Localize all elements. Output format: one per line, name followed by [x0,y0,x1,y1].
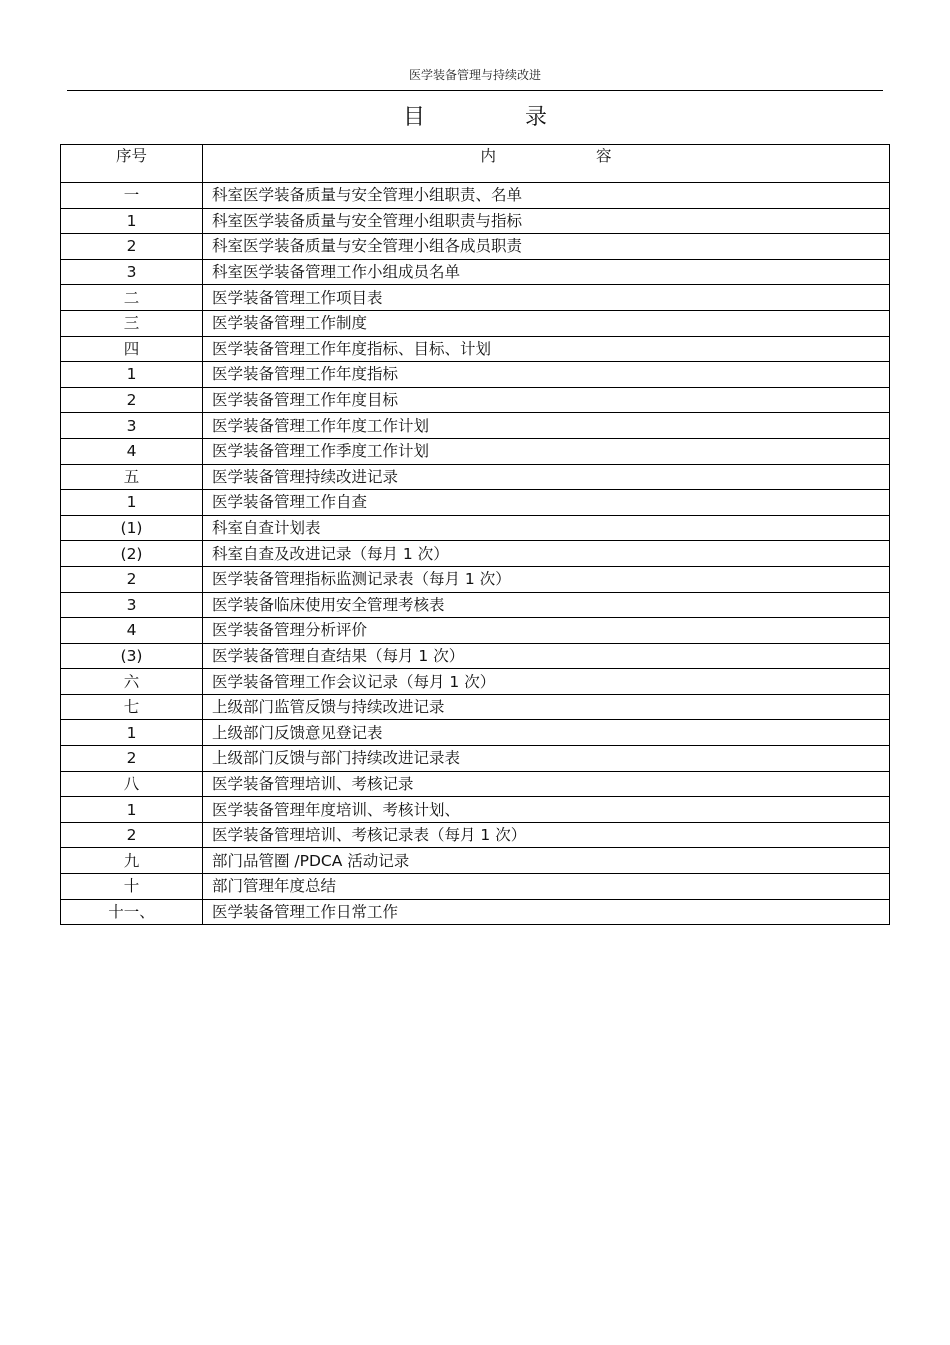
row-number: 1 [61,490,203,516]
row-number: 四 [61,336,203,362]
row-number: (2) [61,541,203,567]
row-content: 上级部门反馈与部门持续改进记录表 [203,746,890,772]
row-number: 3 [61,259,203,285]
row-number: 九 [61,848,203,874]
row-content: 科室自查及改进记录（每月 1 次） [203,541,890,567]
table-row [61,336,890,362]
row-number: 十一、 [61,899,203,925]
table-row [61,515,890,541]
table-row [61,541,890,567]
table-row [61,643,890,669]
row-content: 医学装备管理工作会议记录（每月 1 次） [203,669,890,695]
table-row [61,771,890,797]
row-number: 1 [61,797,203,823]
table-row [61,899,890,925]
table-row [61,669,890,695]
row-content: 科室自查计划表 [203,515,890,541]
row-number: 2 [61,822,203,848]
row-content: 医学装备临床使用安全管理考核表 [203,592,890,618]
row-content: 科室医学装备质量与安全管理小组职责与指标 [203,208,890,234]
row-content: 医学装备管理指标监测记录表（每月 1 次） [203,566,890,592]
row-content: 科室医学装备管理工作小组成员名单 [203,259,890,285]
page-title-right: 录 [525,105,548,130]
table-row [61,208,890,234]
row-content: 医学装备管理培训、考核记录表（每月 1 次） [203,822,890,848]
row-number: 1 [61,720,203,746]
table-row [61,618,890,644]
table-row [61,566,890,592]
table-row [61,259,890,285]
row-number: 3 [61,592,203,618]
table-row [61,234,890,260]
row-number: 2 [61,387,203,413]
table-row [61,694,890,720]
row-content: 医学装备管理工作项目表 [203,285,890,311]
row-number: 十 [61,874,203,900]
row-content: 医学装备管理培训、考核记录 [203,771,890,797]
row-content: 医学装备管理自查结果（每月 1 次） [203,643,890,669]
table-row [61,720,890,746]
row-number: 2 [61,746,203,772]
table-row [61,183,890,209]
row-number: 2 [61,566,203,592]
table-row [61,822,890,848]
row-number: 八 [61,771,203,797]
row-content: 医学装备管理工作年度工作计划 [203,413,890,439]
header-rule [67,90,883,91]
table-row [61,746,890,772]
table-row [61,464,890,490]
toc-body [61,183,890,925]
row-number: 六 [61,669,203,695]
table-row [61,387,890,413]
table-row [61,438,890,464]
toc-header-row [61,145,890,183]
table-row [61,797,890,823]
col-header-content-left: 内 [480,147,496,165]
row-content: 医学装备管理分析评价 [203,618,890,644]
row-number: 3 [61,413,203,439]
row-number: 五 [61,464,203,490]
row-number: 三 [61,310,203,336]
row-content: 医学装备管理工作自查 [203,490,890,516]
running-header: 医学装备管理与持续改进 [408,68,541,82]
table-row [61,413,890,439]
table-row [61,362,890,388]
table-row [61,285,890,311]
row-number: 二 [61,285,203,311]
row-number: 1 [61,208,203,234]
row-content: 上级部门反馈意见登记表 [203,720,890,746]
row-content: 部门品管圈 /PDCA 活动记录 [203,848,890,874]
row-content: 科室医学装备质量与安全管理小组职责、名单 [203,183,890,209]
page-title-left: 目 [402,105,425,130]
row-content: 上级部门监管反馈与持续改进记录 [203,694,890,720]
col-header-content-right: 容 [596,147,612,165]
col-header-content [203,145,890,183]
row-content: 医学装备管理工作季度工作计划 [203,438,890,464]
table-row [61,592,890,618]
row-number: 4 [61,618,203,644]
row-content: 医学装备管理工作日常工作 [203,899,890,925]
row-number: 一 [61,183,203,209]
table-row [61,490,890,516]
row-content: 医学装备管理工作年度目标 [203,387,890,413]
row-content: 医学装备管理工作年度指标、目标、计划 [203,336,890,362]
row-content: 医学装备管理持续改进记录 [203,464,890,490]
row-number: 4 [61,438,203,464]
table-row [61,874,890,900]
page-title [0,100,950,131]
row-content: 科室医学装备质量与安全管理小组各成员职责 [203,234,890,260]
row-number: 1 [61,362,203,388]
col-header-number: 序号 [61,145,203,183]
row-number: (3) [61,643,203,669]
table-row [61,310,890,336]
row-number: 2 [61,234,203,260]
row-content: 医学装备管理工作年度指标 [203,362,890,388]
row-number: (1) [61,515,203,541]
table-row [61,848,890,874]
row-number: 七 [61,694,203,720]
row-content: 医学装备管理年度培训、考核计划、 [203,797,890,823]
row-content: 部门管理年度总结 [203,874,890,900]
row-content: 医学装备管理工作制度 [203,310,890,336]
toc-table [60,144,890,925]
